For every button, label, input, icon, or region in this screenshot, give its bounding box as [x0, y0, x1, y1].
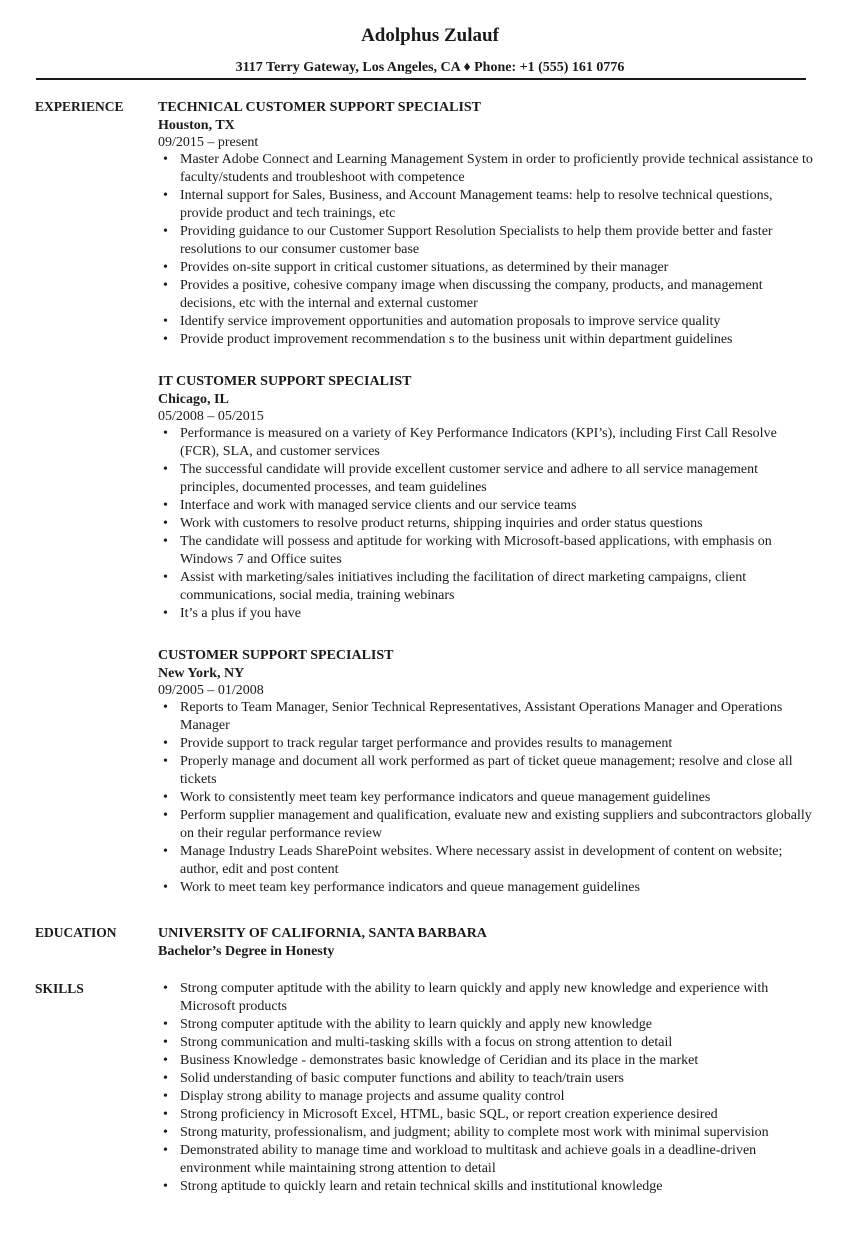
education-entry	[158, 925, 818, 961]
job-location: Houston, TX	[158, 118, 235, 133]
list-item: • Strong computer aptitude with the ability to learn quickly and apply new knowledge	[158, 1016, 818, 1034]
job-dates: 09/2015 – present	[158, 135, 259, 150]
candidate-name: Adolphus Zulauf	[361, 25, 499, 46]
job-entry	[158, 373, 818, 623]
skills-list	[158, 980, 818, 1196]
list-item: • Providing guidance to our Customer Support Resolution Specialists to help them provide better and faster resolutions to our consumer customer base	[158, 223, 818, 259]
list-item: • Display strong ability to manage projects and assume quality control	[158, 1088, 818, 1106]
list-item: • Interface and work with managed service clients and our service teams	[158, 497, 818, 515]
list-item: • Strong computer aptitude with the ability to learn quickly and apply new knowledge and experience with Microsoft products	[158, 980, 818, 1016]
list-item: • Provide support to track regular target performance and provides results to management	[158, 735, 818, 753]
education-degree: Bachelor’s Degree in Honesty	[158, 944, 335, 959]
list-item: • Strong proficiency in Microsoft Excel, HTML, basic SQL, or report creation experience desired	[158, 1106, 818, 1124]
list-item: • Performance is measured on a variety of Key Performance Indicators (KPI’s), including First Call Resolve (FCR), SLA, and customer services	[158, 425, 818, 461]
list-item: • Provides on-site support in critical customer situations, as determined by their manager	[158, 259, 818, 277]
job-dates: 05/2008 – 05/2015	[158, 409, 264, 424]
job-bullets	[158, 425, 818, 623]
education-school: UNIVERSITY OF CALIFORNIA, SANTA BARBARA	[158, 926, 487, 941]
job-title: IT CUSTOMER SUPPORT SPECIALIST	[158, 374, 412, 389]
list-item: • The candidate will possess and aptitude for working with Microsoft-based applications, with emphasis on Windows 7 and Office suites	[158, 533, 818, 569]
section-label-skills: SKILLS	[35, 981, 84, 996]
list-item: • Provides a positive, cohesive company image when discussing the company, products, and management decisions, etc with the internal and external customer	[158, 277, 818, 313]
job-bullets	[158, 151, 818, 349]
header-divider	[36, 78, 806, 80]
list-item: • Reports to Team Manager, Senior Technical Representatives, Assistant Operations Manager and Operations Manager	[158, 699, 818, 735]
list-item: • Properly manage and document all work performed as part of ticket queue management; resolve and close all tickets	[158, 753, 818, 789]
job-location: New York, NY	[158, 666, 245, 681]
list-item: • Provide product improvement recommendation s to the business unit within department guidelines	[158, 331, 818, 349]
list-item: • Work to meet team key performance indicators and queue management guidelines	[158, 879, 818, 897]
list-item: • Demonstrated ability to manage time and workload to multitask and achieve goals in a deadline-driven environment while maintaining strong attention to detail	[158, 1142, 818, 1178]
list-item: • Work to consistently meet team key performance indicators and queue management guidelines	[158, 789, 818, 807]
skills-entry	[158, 980, 818, 1196]
list-item: • Assist with marketing/sales initiatives including the facilitation of direct marketing campaigns, client communications, social media, training webinars	[158, 569, 818, 605]
job-location: Chicago, IL	[158, 392, 229, 407]
list-item: • Strong aptitude to quickly learn and retain technical skills and institutional knowledge	[158, 1178, 818, 1196]
job-dates: 09/2005 – 01/2008	[158, 683, 264, 698]
job-title: TECHNICAL CUSTOMER SUPPORT SPECIALIST	[158, 100, 482, 115]
list-item: • Perform supplier management and qualification, evaluate new and existing suppliers and subcontractors globally on their regular performance review	[158, 807, 818, 843]
list-item: • Strong maturity, professionalism, and judgment; ability to complete most work with minimal supervision	[158, 1124, 818, 1142]
list-item: • Identify service improvement opportunities and automation proposals to improve service quality	[158, 313, 818, 331]
list-item: • Manage Industry Leads SharePoint websites. Where necessary assist in development of content on website; author, edit and post content	[158, 843, 818, 879]
job-title: CUSTOMER SUPPORT SPECIALIST	[158, 648, 394, 663]
list-item: • Master Adobe Connect and Learning Management System in order to proficiently provide technical assistance to faculty/students and troubleshoot with competence	[158, 151, 818, 187]
list-item: • Internal support for Sales, Business, and Account Management teams: help to resolve technical questions, provide product and tech trainings, etc	[158, 187, 818, 223]
list-item: • The successful candidate will provide excellent customer service and adhere to all service management principles, documented processes, and team guidelines	[158, 461, 818, 497]
job-entry	[158, 647, 818, 897]
job-entry	[158, 99, 818, 349]
list-item: • Work with customers to resolve product returns, shipping inquiries and order status questions	[158, 515, 818, 533]
contact-line: 3117 Terry Gateway, Los Angeles, CA ♦ Phone: +1 (555) 161 0776	[235, 60, 625, 75]
list-item: • Solid understanding of basic computer functions and ability to teach/train users	[158, 1070, 818, 1088]
list-item: • Business Knowledge - demonstrates basic knowledge of Ceridian and its place in the market	[158, 1052, 818, 1070]
list-item: • It’s a plus if you have	[158, 605, 818, 623]
section-label-education: EDUCATION	[35, 925, 117, 940]
list-item: • Strong communication and multi-tasking skills with a focus on strong attention to detail	[158, 1034, 818, 1052]
section-label-experience: EXPERIENCE	[35, 99, 124, 114]
job-bullets	[158, 699, 818, 897]
